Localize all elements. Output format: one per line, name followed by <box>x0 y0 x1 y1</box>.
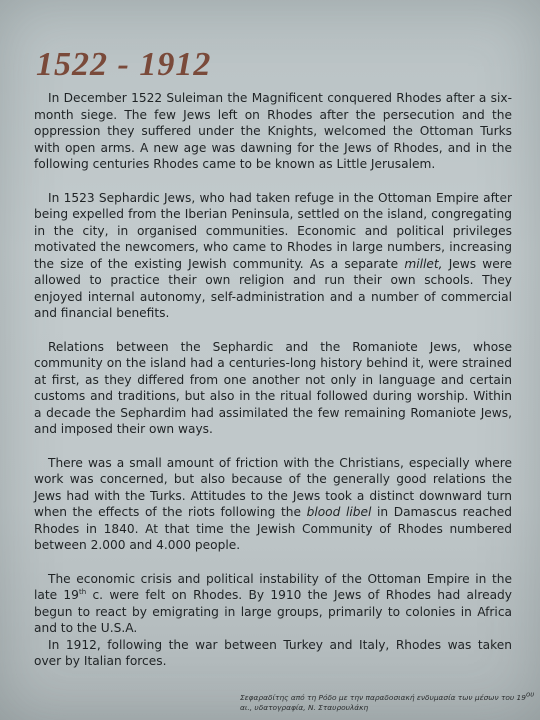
paragraph-3: Relations between the Sephardic and the Romaniote Jews, whose community on the island had a centuries-long history behind it, were strained at first, as they differed from one another not only in language and certain customs and traditions, but also in the ritual followed during worship. Within a decade the Sephardim had assimilated the few remaining Romaniote Jews, and imposed their own ways. <box>34 339 512 436</box>
paragraph-6: In 1912, following the war between Turkey and Italy, Rhodes was taken over by Italian forces. <box>34 637 512 668</box>
image-caption <box>240 690 535 713</box>
paragraph-4-text-b: in Damascus reached Rhodes in 1840. At that time the Jewish Community of Rhodes numbered between 2.000 and 4.000 people. <box>34 505 512 552</box>
caption-line-1-text: Σεφαραδίτης από τη Ρόδο με την παραδοσιακή ενδυμασία των μέσων του 19 <box>240 693 526 702</box>
paragraph-5 <box>34 571 512 637</box>
paragraph-2-text-b: Jews were allowed to practice their own religion and run their own schools. They enjoyed internal autonomy, self-administration and a number of commercial and financial benefits. <box>34 256 512 320</box>
text-body <box>34 90 512 687</box>
paragraph-2 <box>34 190 512 322</box>
caption-line-1 <box>240 690 535 703</box>
paragraph-2-emphasis: millet, <box>404 256 443 271</box>
caption-superscript: ου <box>525 690 535 699</box>
page-title: 1522 - 1912 <box>36 46 212 83</box>
paragraph-5-text-b: c. were felt on Rhodes. By 1910 the Jews of Rhodes had already begun to react by emigrating in large groups, primarily to colonies in Africa and to the U.S.A. <box>34 588 513 635</box>
paragraph-5-text-a: The economic crisis and political instability of the Ottoman Empire in the late 19 <box>34 571 512 602</box>
caption-line-2: αι., υδατογραφία, Ν. Σταυρουλάκη <box>240 703 369 712</box>
paragraph-2-text-a: In 1523 Sephardic Jews, who had taken refuge in the Ottoman Empire after being expelled from the Iberian Peninsula, settled on the island, congregating in the city, in organised communities. Economic and political privileges motivated the newcomers, who came to Rhodes in large numbers, increasing the size of the existing Jewish community. As a separate <box>34 190 512 271</box>
paragraph-1: In December 1522 Suleiman the Magnificent conquered Rhodes after a six-month siege. The few Jews left on Rhodes after the persecution and the oppression they suffered under the Knights, welcomed the Ottoman Turks with open arms. A new age was dawning for the Jews of Rhodes, and in the following centuries Rhodes came to be known as Little Jerusalem. <box>34 91 512 171</box>
paragraph-4 <box>34 455 512 554</box>
paragraph-5-superscript: th <box>78 587 87 596</box>
paragraph-4-text-a: There was a small amount of friction with the Christians, especially where work was concerned, but also because of the generally good relations the Jews had with the Turks. Attitudes to the Jews took a distinct downward turn when the effects of the riots following the <box>34 455 512 519</box>
paragraph-4-emphasis: blood libel <box>306 505 372 519</box>
